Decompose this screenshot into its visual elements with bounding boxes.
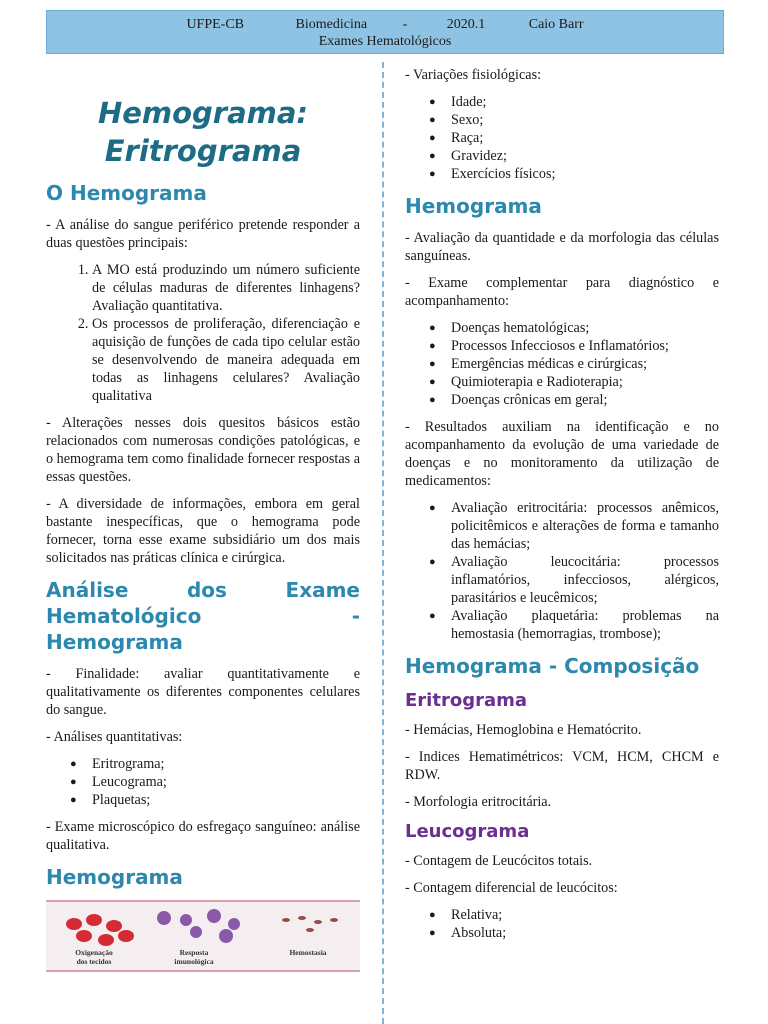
section-title-composicao: Hemograma - Composição — [405, 654, 700, 678]
column-divider — [382, 62, 384, 1024]
paragraph: - Exame microscópico do esfregaço sanguíneo: análise qualitativa. — [46, 819, 360, 853]
bullet-list — [46, 755, 360, 809]
section-title-hemograma-2: Hemograma — [405, 194, 542, 218]
blood-cells-figure — [46, 900, 360, 972]
paragraph: - Indices Hematimétricos: VCM, HCM, CHCM e RDW. — [405, 749, 719, 783]
section-title-hemograma: Hemograma — [46, 865, 183, 889]
figure-caption: Hemostasia — [289, 948, 327, 957]
bullet-list — [405, 906, 719, 942]
list-item: ● Eritrograma; — [92, 755, 360, 773]
paragraph: - Exame complementar para diagnóstico e acompanhamento: — [405, 275, 719, 309]
header-dash: - — [402, 17, 408, 32]
subsection-title-leucograma: Leucograma — [405, 821, 530, 842]
main-title — [46, 94, 360, 170]
list-item: ● Avaliação plaquetária: problemas na hemostasia (hemorragias, trombose); — [451, 607, 719, 643]
paragraph: - Contagem diferencial de leucócitos: — [405, 880, 618, 896]
header-school: UFPE-CB — [186, 17, 245, 32]
paragraph: - Avaliação da quantidade e da morfologia das células sanguíneas. — [405, 230, 719, 264]
list-item: ● Raça; — [451, 129, 719, 147]
section-title-analise: Análise dos Exame Hematológico - Hemograma — [46, 578, 360, 654]
main-title-line1: Hemograma: — [97, 96, 309, 130]
list-item: ● Sexo; — [451, 111, 719, 129]
right-column — [405, 66, 719, 951]
bullet-list — [405, 319, 719, 409]
paragraph: - Alterações nesses dois quesitos básicos estão relacionados com numerosas condições patológicas, e o hemograma tem como finalidade fornecer respostas a essas questões. — [46, 415, 360, 485]
list-item: ● Idade; — [451, 93, 719, 111]
list-item: ● Avaliação eritrocitária: processos anêmicos, policitêmicos e alterações de forma e tamanho das hemácias; — [451, 499, 719, 553]
list-item: ● Plaquetas; — [92, 791, 360, 809]
list-item: ● Avaliação leucocitária: processos inflamatórios, infecciosos, alérgicos, parasitários e leucêmicos; — [451, 553, 719, 607]
paragraph: - Hemácias, Hemoglobina e Hematócrito. — [405, 722, 642, 738]
paragraph: - Análises quantitativas: — [46, 729, 183, 745]
figure-caption: Resposta imunológica — [174, 948, 214, 966]
paragraph: - Variações fisiológicas: — [405, 67, 542, 83]
header-author: Caio Barr — [528, 17, 584, 32]
subsection-title-eritrograma: Eritrograma — [405, 690, 528, 711]
paragraph: - Contagem de Leucócitos totais. — [405, 853, 593, 869]
list-item: ● Doenças hematológicas; — [451, 319, 719, 337]
main-title-line2: Eritrograma — [104, 134, 302, 168]
header-subject: Exames Hematológicos — [318, 34, 452, 49]
list-item: ● Emergências médicas e cirúrgicas; — [451, 355, 719, 373]
section-title-o-hemograma: O Hemograma — [46, 181, 207, 205]
page-header — [46, 10, 724, 54]
bullet-list — [405, 499, 719, 643]
header-semester: 2020.1 — [446, 17, 486, 32]
paragraph: - Morfologia eritrocitária. — [405, 794, 552, 810]
list-item: 2. Os processos de proliferação, diferenciação e aquisição de funções de cada tipo celular estão se desenvolvendo de maneira adequada em todas as linhagens celulares? Avaliação qualitativa — [92, 315, 360, 405]
header-row — [47, 16, 723, 33]
paragraph: - Resultados auxiliam na identificação e no acompanhamento da evolução de uma variedade de doenças e no monitoramento da utilização de medicamentos: — [405, 419, 719, 489]
list-item: ● Doenças crônicas em geral; — [451, 391, 719, 409]
list-item: 1. A MO está produzindo um número suficiente de células maduras de diferentes linhagens? Avaliação quantitativa. — [92, 261, 360, 315]
header-course: Biomedicina — [295, 17, 368, 32]
list-item: ● Relativa; — [451, 906, 719, 924]
list-item: ● Exercícios físicos; — [451, 165, 719, 183]
list-item: ● Absoluta; — [451, 924, 719, 942]
numbered-list — [46, 261, 360, 405]
list-item: ● Processos Infecciosos e Inflamatórios; — [451, 337, 719, 355]
bullet-list — [405, 93, 719, 183]
paragraph: - A análise do sangue periférico pretende responder a duas questões principais: — [46, 217, 360, 251]
list-item: ● Leucograma; — [92, 773, 360, 791]
paragraph: - Finalidade: avaliar quantitativamente e qualitativamente os diferentes componentes celulares do sangue. — [46, 666, 360, 718]
paragraph: - A diversidade de informações, embora em geral bastante inespecíficas, que o hemograma pode fornecer, torna esse exame subsidiário um dos mais solicitados nas práticas clínica e cirúrgica. — [46, 496, 360, 566]
list-item: ● Gravidez; — [451, 147, 719, 165]
left-column — [46, 66, 360, 972]
list-item: ● Quimioterapia e Radioterapia; — [451, 373, 719, 391]
figure-caption: Oxigenação dos tecidos — [75, 948, 113, 966]
